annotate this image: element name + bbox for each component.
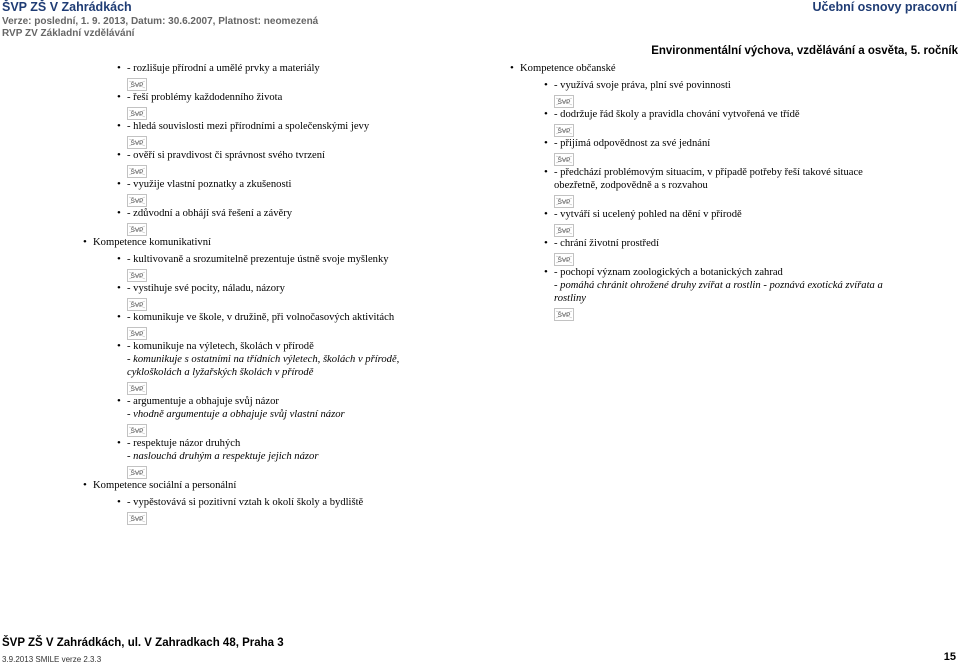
- bullet-icon: •: [117, 437, 121, 449]
- outcome-text: - hledá souvislosti mezi přírodními a společenskými jevy: [127, 121, 370, 132]
- outcome-item: [117, 395, 427, 437]
- svp-icon[interactable]: [127, 78, 147, 91]
- bullet-icon: •: [544, 208, 548, 220]
- outcome-item: [117, 496, 427, 525]
- outcome-text: - zdůvodní a obhájí svá řešení a závěry: [127, 208, 293, 219]
- outcome-text: - ověří si pravdivost či správnost svého tvrzení: [127, 150, 326, 161]
- svp-icon-label: ŠVP: [130, 470, 144, 477]
- bullet-icon: •: [544, 266, 548, 278]
- bullet-icon: •: [117, 395, 121, 407]
- outcome-item: [544, 137, 894, 166]
- outcome-note: - komunikuje s ostatními na třídních výletech, školách v přírodě, cykloškolách a lyžařských školách v přírodě: [127, 354, 400, 378]
- outcome-item: [117, 437, 427, 479]
- svp-icon[interactable]: [554, 124, 574, 137]
- svp-icon[interactable]: [127, 165, 147, 178]
- outcome-item: [544, 266, 894, 321]
- svp-icon[interactable]: [554, 95, 574, 108]
- outcome-text: - předchází problémovým situacím, v případě potřeby řeší takové situace obezřetně, zodpovědně a s rozvahou: [554, 167, 863, 191]
- bullet-icon: •: [117, 178, 121, 190]
- svp-icon[interactable]: [127, 136, 147, 149]
- outcome-item: [117, 149, 427, 178]
- svp-icon-label: ŠVP: [557, 128, 571, 135]
- outcome-note: - vhodně argumentuje a obhajuje svůj vlastní názor: [127, 409, 345, 420]
- svp-icon-label: ŠVP: [130, 111, 144, 118]
- section-title: Environmentální výchova, vzdělávání a osvěta, 5. ročník: [651, 45, 958, 57]
- outcome-text: - respektuje názor druhých: [127, 438, 241, 449]
- svp-icon[interactable]: [554, 253, 574, 266]
- svp-icon-label: ŠVP: [130, 331, 144, 338]
- outcome-item: [544, 166, 894, 208]
- outcome-text: - využije vlastní poznatky a zkušenosti: [127, 179, 292, 190]
- svp-icon-label: ŠVP: [557, 157, 571, 164]
- outcome-item: [544, 237, 894, 266]
- outcome-text: - vytváří si ucelený pohled na dění v přírodě: [554, 209, 742, 220]
- bullet-icon: •: [544, 166, 548, 178]
- bullet-icon: •: [544, 237, 548, 249]
- svp-icon[interactable]: [127, 382, 147, 395]
- bullet-icon: •: [544, 79, 548, 91]
- svp-icon-label: ŠVP: [130, 516, 144, 523]
- svp-icon-label: ŠVP: [130, 302, 144, 309]
- svp-icon-label: ŠVP: [130, 428, 144, 435]
- svp-icon-label: ŠVP: [130, 273, 144, 280]
- competence-category: [83, 236, 427, 249]
- svp-icon-label: ŠVP: [557, 199, 571, 206]
- svp-icon-label: ŠVP: [130, 386, 144, 393]
- header-meta: Verze: poslední, 1. 9. 2013, Datum: 30.6.2007, Platnost: neomezená: [2, 16, 319, 27]
- bullet-icon: •: [117, 91, 121, 103]
- svp-icon[interactable]: [127, 424, 147, 437]
- outcome-item: [544, 108, 894, 137]
- bullet-icon: •: [510, 62, 514, 74]
- svp-icon-label: ŠVP: [557, 228, 571, 235]
- svp-icon-label: ŠVP: [557, 99, 571, 106]
- svp-icon-label: ŠVP: [130, 82, 144, 89]
- outcome-note: - pomáhá chránit ohrožené druhy zvířat a rostlin - poznává exotická zvířata a rostliny: [554, 280, 883, 304]
- competence-category: [510, 62, 894, 75]
- bullet-icon: •: [117, 340, 121, 352]
- outcome-note: - naslouchá druhým a respektuje jejich názor: [127, 451, 319, 462]
- bullet-icon: •: [83, 236, 87, 248]
- svp-icon-label: ŠVP: [130, 198, 144, 205]
- header-school: ŠVP ZŠ V Zahrádkách: [2, 0, 132, 14]
- footer-school-address: ŠVP ZŠ V Zahrádkách, ul. V Zahradkach 48, Praha 3: [2, 637, 284, 649]
- svp-icon-label: ŠVP: [130, 140, 144, 147]
- svp-icon[interactable]: [127, 223, 147, 236]
- svp-icon[interactable]: [127, 466, 147, 479]
- svp-icon[interactable]: [127, 107, 147, 120]
- svp-icon[interactable]: [554, 224, 574, 237]
- svp-icon[interactable]: [127, 194, 147, 207]
- outcome-text: - argumentuje a obhajuje svůj názor: [127, 396, 279, 407]
- bullet-icon: •: [83, 479, 87, 491]
- outcome-text: - řeší problémy každodenního života: [127, 92, 283, 103]
- outcome-text: - přijímá odpovědnost za své jednání: [554, 138, 711, 149]
- svp-icon-label: ŠVP: [557, 312, 571, 319]
- outcome-item: [117, 311, 427, 340]
- bullet-icon: •: [117, 496, 121, 508]
- category-label: Kompetence sociální a personální: [93, 480, 237, 491]
- category-label: Kompetence komunikativní: [93, 237, 211, 248]
- outcome-text: - využívá svoje práva, plní své povinnosti: [554, 80, 731, 91]
- bullet-icon: •: [117, 62, 121, 74]
- outcome-text: - komunikuje na výletech, školách v přírodě: [127, 341, 314, 352]
- svp-icon-label: ŠVP: [557, 257, 571, 264]
- page-number: 15: [943, 651, 956, 663]
- bullet-icon: •: [544, 108, 548, 120]
- outcome-text: - dodržuje řád školy a pravidla chování vytvořená ve třídě: [554, 109, 800, 120]
- svp-icon-label: ŠVP: [130, 169, 144, 176]
- outcome-item: [117, 253, 427, 282]
- outcome-text: - pochopí význam zoologických a botanických zahrad: [554, 267, 783, 278]
- svp-icon[interactable]: [127, 327, 147, 340]
- outcome-item: [117, 340, 427, 395]
- outcome-item: [117, 282, 427, 311]
- svp-icon[interactable]: [554, 308, 574, 321]
- bullet-icon: •: [117, 207, 121, 219]
- header-doc-type: Učební osnovy pracovní: [812, 0, 957, 14]
- outcome-item: [117, 178, 427, 207]
- svp-icon[interactable]: [554, 153, 574, 166]
- svp-icon[interactable]: [554, 195, 574, 208]
- outcome-text: - komunikuje ve škole, v družině, při volnočasových aktivitách: [127, 312, 395, 323]
- outcome-item: [117, 207, 427, 236]
- svp-icon[interactable]: [127, 298, 147, 311]
- bullet-icon: •: [117, 120, 121, 132]
- left-column: [83, 62, 427, 525]
- outcome-item: [544, 208, 894, 237]
- bullet-icon: •: [117, 149, 121, 161]
- svp-icon[interactable]: [127, 269, 147, 282]
- outcome-item: [117, 62, 427, 91]
- svp-icon-label: ŠVP: [130, 227, 144, 234]
- outcome-text: - rozlišuje přírodní a umělé prvky a materiály: [127, 63, 320, 74]
- outcome-item: [544, 79, 894, 108]
- outcome-text: - vystihuje své pocity, náladu, názory: [127, 283, 285, 294]
- category-label: Kompetence občanské: [520, 63, 616, 74]
- header-program: RVP ZV Základní vzdělávání: [2, 28, 135, 39]
- outcome-text: - kultivovaně a srozumitelně prezentuje ústně svoje myšlenky: [127, 254, 389, 265]
- outcome-text: - chrání životní prostředí: [554, 238, 660, 249]
- bullet-icon: •: [544, 137, 548, 149]
- right-column: [510, 62, 894, 321]
- bullet-icon: •: [117, 311, 121, 323]
- svp-icon[interactable]: [127, 512, 147, 525]
- bullet-icon: •: [117, 253, 121, 265]
- outcome-item: [117, 120, 427, 149]
- competence-category: [83, 479, 427, 492]
- outcome-item: [117, 91, 427, 120]
- bullet-icon: •: [117, 282, 121, 294]
- outcome-text: - vypěstovává si pozitivní vztah k okolí školy a bydliště: [127, 497, 364, 508]
- footer-version: 3.9.2013 SMILE verze 2.3.3: [2, 655, 102, 664]
